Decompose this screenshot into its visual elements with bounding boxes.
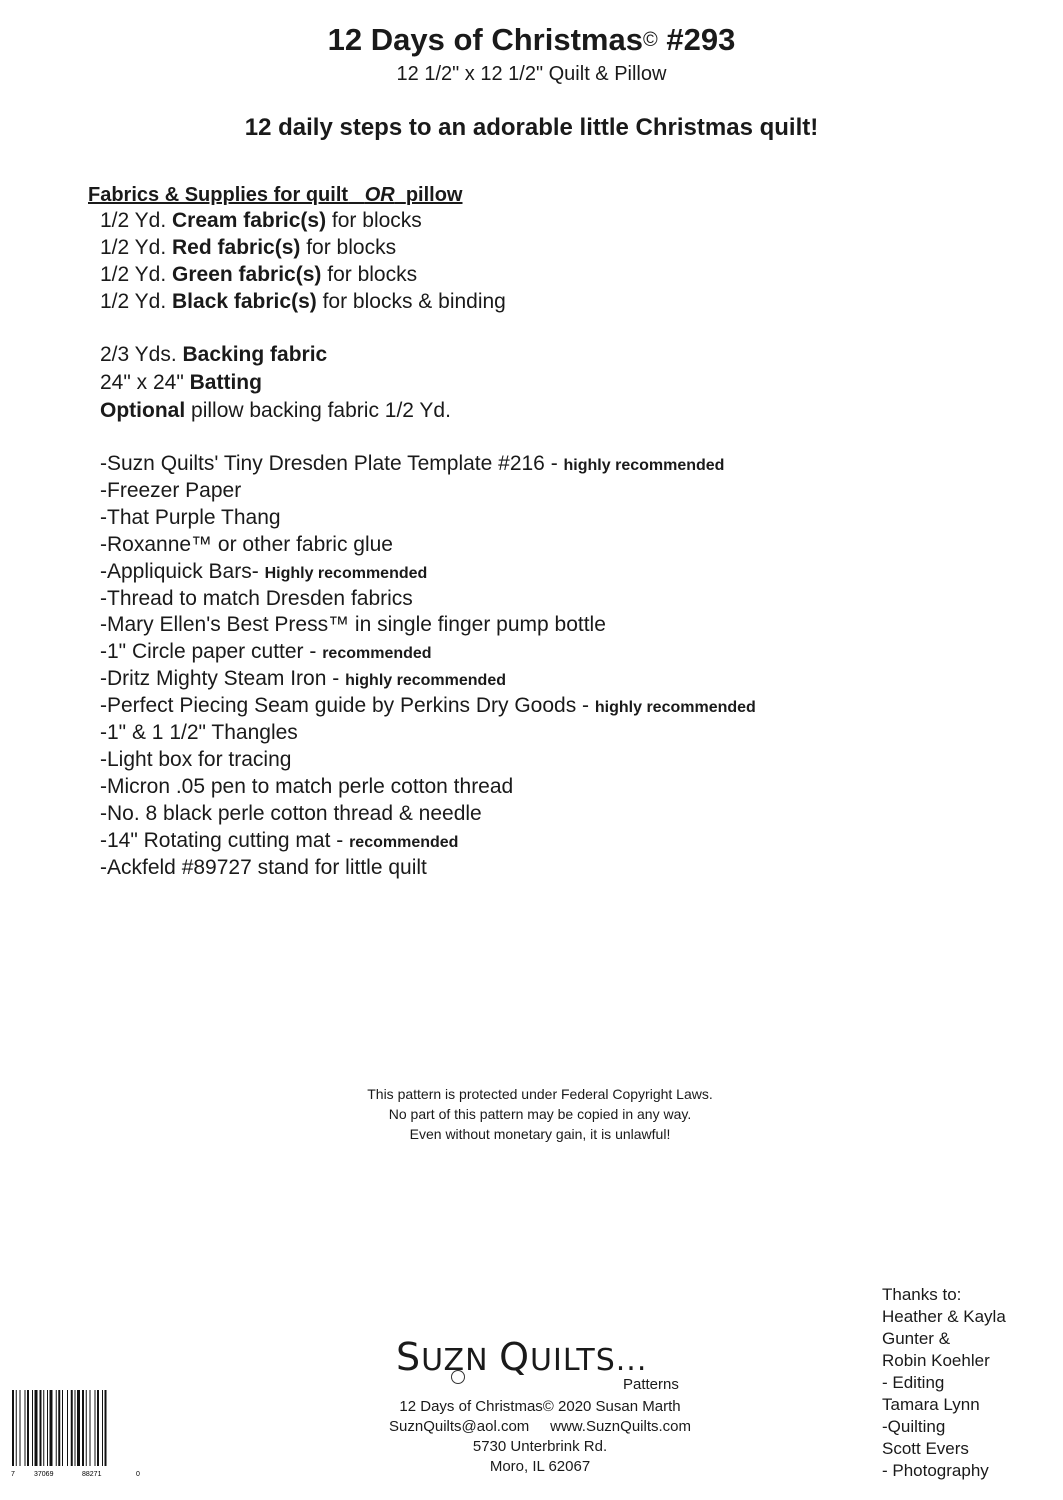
barcode-digit: 7 <box>11 1471 15 1478</box>
barcode-bar <box>90 1390 91 1466</box>
tool-text: -No. 8 black perle cotton thread & needle <box>100 801 482 825</box>
tool-recommendation: recommended <box>322 645 432 663</box>
barcode-digit: 0 <box>136 1471 140 1478</box>
logo-letter: Q <box>499 1335 531 1379</box>
list-item <box>100 748 291 772</box>
barcode-bar <box>67 1390 68 1466</box>
fabric-qty: 1/2 Yd. <box>100 263 167 286</box>
logo-letter: S <box>396 1335 422 1379</box>
thanks-line: Heather & Kayla <box>882 1307 1006 1326</box>
publisher-line: SuznQuilts@aol.com www.SuznQuilts.com <box>389 1418 691 1435</box>
barcode-bar <box>43 1390 44 1466</box>
suzn-quilts-logo <box>396 1335 647 1379</box>
barcode-bar <box>77 1390 80 1466</box>
tool-text: -Dritz Mighty Steam Iron - <box>100 667 340 691</box>
barcode-bar <box>75 1390 76 1466</box>
barcode-bar <box>105 1390 107 1466</box>
notice-line: No part of this pattern may be copied in any way. <box>388 1106 692 1122</box>
heading-part: pillow <box>405 184 463 206</box>
tool-text: -That Purple Thang <box>100 505 281 529</box>
thanks-line: Scott Evers <box>882 1439 969 1458</box>
page-title <box>0 22 1063 58</box>
barcode-bar <box>16 1390 17 1466</box>
list-item <box>100 343 327 367</box>
tagline: 12 daily steps to an adorable little Christmas quilt! <box>244 114 819 141</box>
tool-text: -Mary Ellen's Best Press™ in single finger pump bottle <box>100 613 606 637</box>
barcode-icon <box>10 1388 142 1478</box>
tool-recommendation: Highly recommended <box>264 564 428 582</box>
tool-text: -14" Rotating cutting mat - <box>100 828 344 852</box>
flower-icon <box>451 1370 465 1384</box>
pattern-number: #293 <box>666 22 736 57</box>
list-item <box>100 479 241 503</box>
list-item <box>100 775 513 799</box>
barcode-bar <box>27 1390 29 1466</box>
list-item <box>100 506 281 530</box>
extra-qty: 24" x 24" <box>100 371 184 394</box>
publisher-line: 12 Days of Christmas© 2020 Susan Marth <box>399 1398 681 1415</box>
list-item <box>100 533 393 557</box>
fabric-name: Black fabric(s) <box>172 290 317 313</box>
list-item <box>100 560 427 584</box>
thanks-line: Gunter & <box>882 1329 951 1348</box>
tool-text: -1" Circle paper cutter - <box>100 640 317 664</box>
notice-line: Even without monetary gain, it is unlawful! <box>409 1126 671 1142</box>
publisher-line: Moro, IL 62067 <box>489 1458 591 1475</box>
subtitle: 12 1/2" x 12 1/2" Quilt & Pillow <box>396 63 667 85</box>
barcode-bar <box>102 1390 103 1466</box>
tool-text: -Roxanne™ or other fabric glue <box>100 532 393 556</box>
copyright-symbol: © <box>642 29 658 51</box>
list-item <box>100 721 298 745</box>
list-item <box>100 371 262 395</box>
thanks-credits <box>882 1284 1006 1482</box>
publisher-info <box>340 1397 740 1477</box>
fabric-name: Red fabric(s) <box>172 236 301 259</box>
list-item <box>100 802 482 826</box>
supplies-heading <box>88 184 463 207</box>
thanks-line: Thanks to: <box>882 1285 962 1304</box>
thanks-line: Tamara Lynn <box>882 1395 980 1414</box>
heading-part: Fabrics & Supplies for quilt <box>88 184 349 206</box>
tool-recommendation: recommended <box>349 833 459 851</box>
extra-name: Batting <box>189 371 262 394</box>
fabric-use: for blocks <box>331 209 422 232</box>
tool-recommendation: highly recommended <box>594 699 756 717</box>
fabric-use: for blocks <box>327 263 418 286</box>
thanks-line: - Editing <box>882 1373 945 1392</box>
barcode-bar <box>62 1390 63 1466</box>
barcode-bar <box>12 1390 14 1466</box>
list-item <box>100 856 427 880</box>
extra-note: pillow backing fabric 1/2 Yd. <box>191 399 451 422</box>
barcode-bar <box>25 1390 26 1466</box>
tool-text: -Light box for tracing <box>100 747 292 771</box>
list-item <box>100 209 422 233</box>
list-item <box>100 587 413 611</box>
copyright-notice <box>0 1084 1063 1144</box>
fabric-qty: 1/2 Yd. <box>100 236 167 259</box>
tool-text: -Suzn Quilts' Tiny Dresden Plate Template #216 - <box>100 452 558 475</box>
barcode-digit: 37069 <box>34 1471 54 1478</box>
list-item <box>100 290 506 314</box>
barcode-bar <box>86 1390 87 1466</box>
barcode-bar <box>71 1390 73 1466</box>
thanks-line: Robin Koehler <box>882 1351 990 1370</box>
fabric-use: for blocks <box>306 236 397 259</box>
tool-text: -1" & 1 1/2" Thangles <box>100 721 298 744</box>
barcode-bar <box>35 1390 38 1466</box>
list-item <box>100 452 724 476</box>
publisher-line: 5730 Unterbrink Rd. <box>472 1438 608 1455</box>
barcode-bar <box>58 1390 60 1466</box>
list-item <box>100 236 396 260</box>
tool-text: -Micron .05 pen to match perle cotton thread <box>100 774 514 798</box>
tool-recommendation: highly recommended <box>345 672 506 690</box>
barcode-bar <box>97 1390 99 1466</box>
barcode-bar <box>50 1390 53 1466</box>
barcode-bar <box>56 1390 57 1466</box>
extra-name: Optional <box>100 399 186 422</box>
title-text: 12 Days of Christmas <box>327 22 643 57</box>
fabric-name: Cream fabric(s) <box>172 209 327 232</box>
barcode-bar <box>47 1390 48 1466</box>
thanks-line: - Photography <box>882 1461 989 1480</box>
barcode-bar <box>20 1390 21 1466</box>
logo-text: UILTS... <box>530 1343 648 1378</box>
extra-name: Backing fabric <box>182 343 328 366</box>
fabric-qty: 1/2 Yd. <box>100 290 167 313</box>
tool-text: -Ackfeld #89727 stand for little quilt <box>100 855 427 879</box>
list-item <box>100 263 417 287</box>
tool-text: -Appliquick Bars- <box>100 559 259 583</box>
fabric-use: for blocks & binding <box>322 290 506 313</box>
logo-text: UZN <box>421 1343 500 1378</box>
tool-recommendation: highly recommended <box>563 457 725 474</box>
logo-patterns-label: Patterns <box>623 1376 679 1393</box>
heading-or: OR <box>364 184 395 206</box>
tool-text: -Freezer Paper <box>100 478 242 502</box>
tool-text: -Perfect Piecing Seam guide by Perkins Dry Goods - <box>100 694 590 718</box>
extra-qty: 2/3 Yds. <box>100 343 177 366</box>
barcode-bar <box>40 1390 42 1466</box>
notice-line: This pattern is protected under Federal Copyright Laws. <box>367 1086 713 1102</box>
fabric-qty: 1/2 Yd. <box>100 209 167 232</box>
tool-text: -Thread to match Dresden fabrics <box>100 586 413 610</box>
barcode-bar <box>82 1390 84 1466</box>
list-item <box>100 694 756 718</box>
list-item <box>100 613 606 637</box>
barcode-bar <box>32 1390 33 1466</box>
list-item <box>100 399 451 423</box>
fabric-name: Green fabric(s) <box>172 263 322 286</box>
thanks-line: -Quilting <box>882 1417 946 1436</box>
barcode-bar <box>95 1390 96 1466</box>
list-item <box>100 640 432 664</box>
list-item <box>100 667 506 691</box>
barcode-digit: 88271 <box>82 1471 102 1478</box>
list-item <box>100 829 458 853</box>
barcode-bars <box>12 1390 107 1466</box>
